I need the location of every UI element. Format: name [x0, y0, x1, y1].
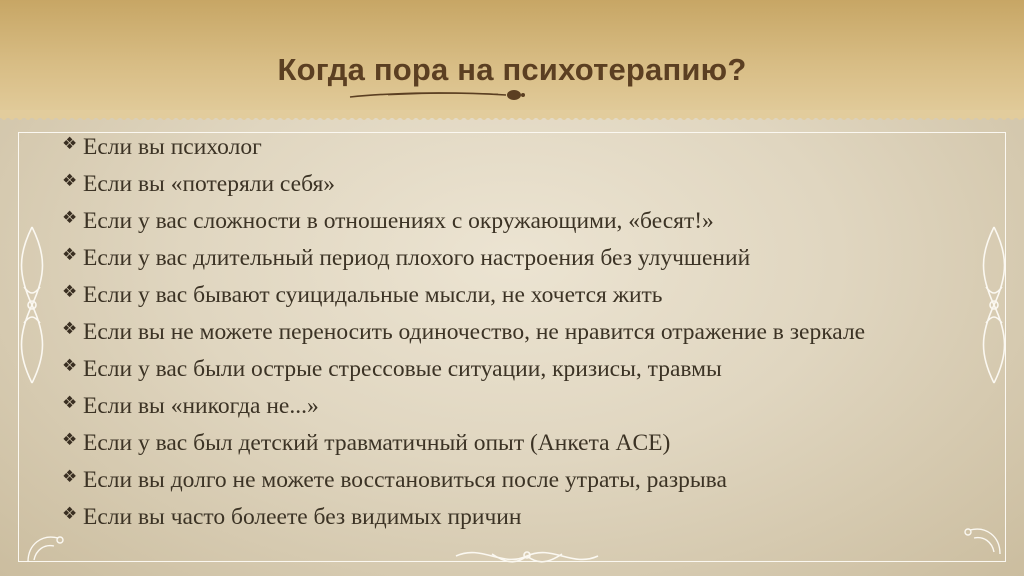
list-item-text: Если вы не можете переносить одиночество, не нравится отражение в зеркале [83, 318, 866, 345]
diamond-bullet-icon: ❖ [62, 503, 78, 524]
slide-title: Когда пора на психотерапию? [277, 52, 747, 87]
list-item [62, 165, 1012, 202]
list-item-text: Если вы «потеряли себя» [83, 170, 336, 197]
list-item-text: Если у вас бывают суицидальные мысли, не хочется жить [83, 281, 663, 308]
list-item [62, 276, 1012, 313]
list-item-text: Если у вас были острые стрессовые ситуации, кризисы, травмы [83, 355, 722, 382]
list-item [62, 239, 1012, 276]
list-item [62, 313, 1012, 350]
list-item-text: Если вы «никогда не...» [83, 392, 319, 419]
scalloped-edge [0, 110, 1024, 126]
list-item-text: Если у вас сложности в отношениях с окружающими, «бесят!» [83, 207, 714, 234]
diamond-bullet-icon: ❖ [62, 244, 78, 265]
list-item [62, 387, 1012, 424]
list-item-text: Если вы психолог [83, 133, 262, 160]
list-item-text: Если вы долго не можете восстановиться после утраты, разрыва [83, 466, 727, 493]
list-item-text: Если у вас был детский травматичный опыт (Анкета ACE) [83, 429, 671, 456]
list-item [62, 461, 1012, 498]
list-item [62, 350, 1012, 387]
list-item-text: Если у вас длительный период плохого настроения без улучшений [83, 244, 751, 271]
list-item-text: Если вы часто болеете без видимых причин [83, 503, 522, 530]
diamond-bullet-icon: ❖ [62, 170, 78, 191]
pen-flourish-icon [348, 86, 528, 102]
list-item [62, 424, 1012, 461]
list-item [62, 498, 1012, 535]
list-item [62, 128, 1012, 165]
diamond-bullet-icon: ❖ [62, 207, 78, 228]
scroll-flourish-icon [452, 540, 602, 570]
list-item [62, 202, 1012, 239]
scroll-flourish-icon [12, 225, 52, 385]
diamond-bullet-icon: ❖ [62, 133, 78, 154]
diamond-bullet-icon: ❖ [62, 281, 78, 302]
diamond-bullet-icon: ❖ [62, 392, 78, 413]
diamond-bullet-icon: ❖ [62, 318, 78, 339]
diamond-bullet-icon: ❖ [62, 355, 78, 376]
diamond-bullet-icon: ❖ [62, 466, 78, 487]
criteria-list [62, 128, 1012, 535]
diamond-bullet-icon: ❖ [62, 429, 78, 450]
